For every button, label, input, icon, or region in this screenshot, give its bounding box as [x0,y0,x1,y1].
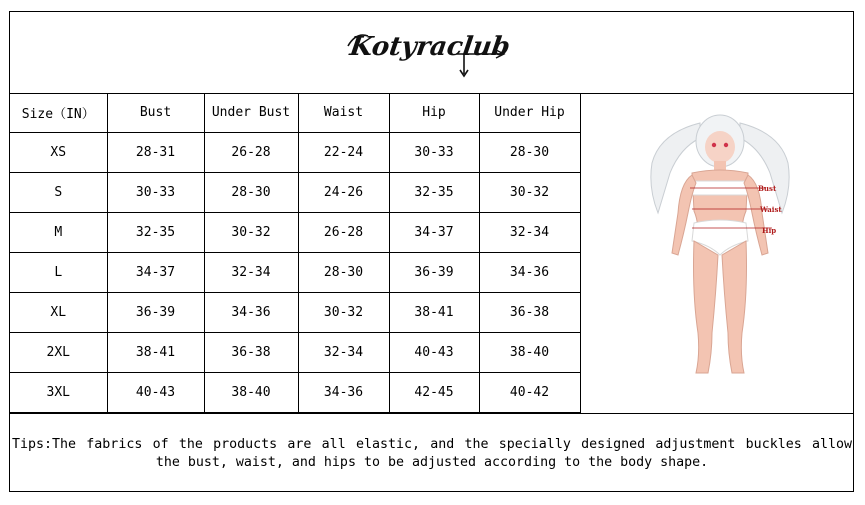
cell-size: XS [10,133,107,173]
cell-waist: 34-36 [298,373,389,413]
table-row [10,293,580,333]
brand-logo [346,26,512,78]
logo-arrow-icon [346,26,506,78]
table-row [10,213,580,253]
table-row [10,133,580,173]
table-row [10,173,580,213]
header [10,12,853,94]
cell-size: M [10,213,107,253]
header-size: Size（IN） [10,93,107,133]
cell-hip: 38-41 [389,293,479,333]
label-hip: Hip [762,226,777,235]
cell-hip: 36-39 [389,253,479,293]
cell-under-bust: 30-32 [204,213,298,253]
cell-under-bust: 32-34 [204,253,298,293]
cell-bust: 32-35 [107,213,204,253]
cell-bust: 36-39 [107,293,204,333]
cell-bust: 38-41 [107,333,204,373]
table-row [10,373,580,413]
cell-size: L [10,253,107,293]
cell-bust: 34-37 [107,253,204,293]
cell-waist: 24-26 [298,173,389,213]
tips-text: Tips:The fabrics of the products are all elastic, and the specially designed adjustment buckles allow the bust, waist, and hips to be adjusted according to the body shape. [10,413,853,491]
cell-waist: 22-24 [298,133,389,173]
cell-under-bust: 38-40 [204,373,298,413]
cell-waist: 30-32 [298,293,389,333]
cell-under-hip: 36-38 [479,293,580,333]
cell-hip: 42-45 [389,373,479,413]
cell-waist: 26-28 [298,213,389,253]
cell-size: S [10,173,107,213]
table-row [10,253,580,293]
cell-size: XL [10,293,107,333]
table-header-row [10,93,580,133]
label-bust: Bust [758,184,777,193]
cell-size: 2XL [10,333,107,373]
cell-under-hip: 32-34 [479,213,580,253]
cell-hip: 34-37 [389,213,479,253]
cell-hip: 30-33 [389,133,479,173]
cell-bust: 40-43 [107,373,204,413]
figure-illustration [580,93,853,413]
cell-under-bust: 28-30 [204,173,298,213]
cell-hip: 40-43 [389,333,479,373]
label-waist: Waist [760,205,782,214]
table-row [10,333,580,373]
body-measurement-figure [580,93,853,413]
cell-waist: 28-30 [298,253,389,293]
cell-size: 3XL [10,373,107,413]
cell-under-bust: 26-28 [204,133,298,173]
cell-under-hip: 40-42 [479,373,580,413]
size-table [10,93,581,413]
brand-logo-text: Kotyraclub [347,32,512,62]
cell-under-hip: 34-36 [479,253,580,293]
cell-bust: 28-31 [107,133,204,173]
cell-under-bust: 36-38 [204,333,298,373]
cell-under-hip: 38-40 [479,333,580,373]
header-bust: Bust [107,93,204,133]
cell-under-hip: 28-30 [479,133,580,173]
header-under-bust: Under Bust [204,93,298,133]
cell-bust: 30-33 [107,173,204,213]
cell-hip: 32-35 [389,173,479,213]
size-chart-sheet [9,11,854,492]
header-under-hip: Under Hip [479,93,580,133]
cell-waist: 32-34 [298,333,389,373]
header-hip: Hip [389,93,479,133]
header-waist: Waist [298,93,389,133]
cell-under-hip: 30-32 [479,173,580,213]
cell-under-bust: 34-36 [204,293,298,333]
